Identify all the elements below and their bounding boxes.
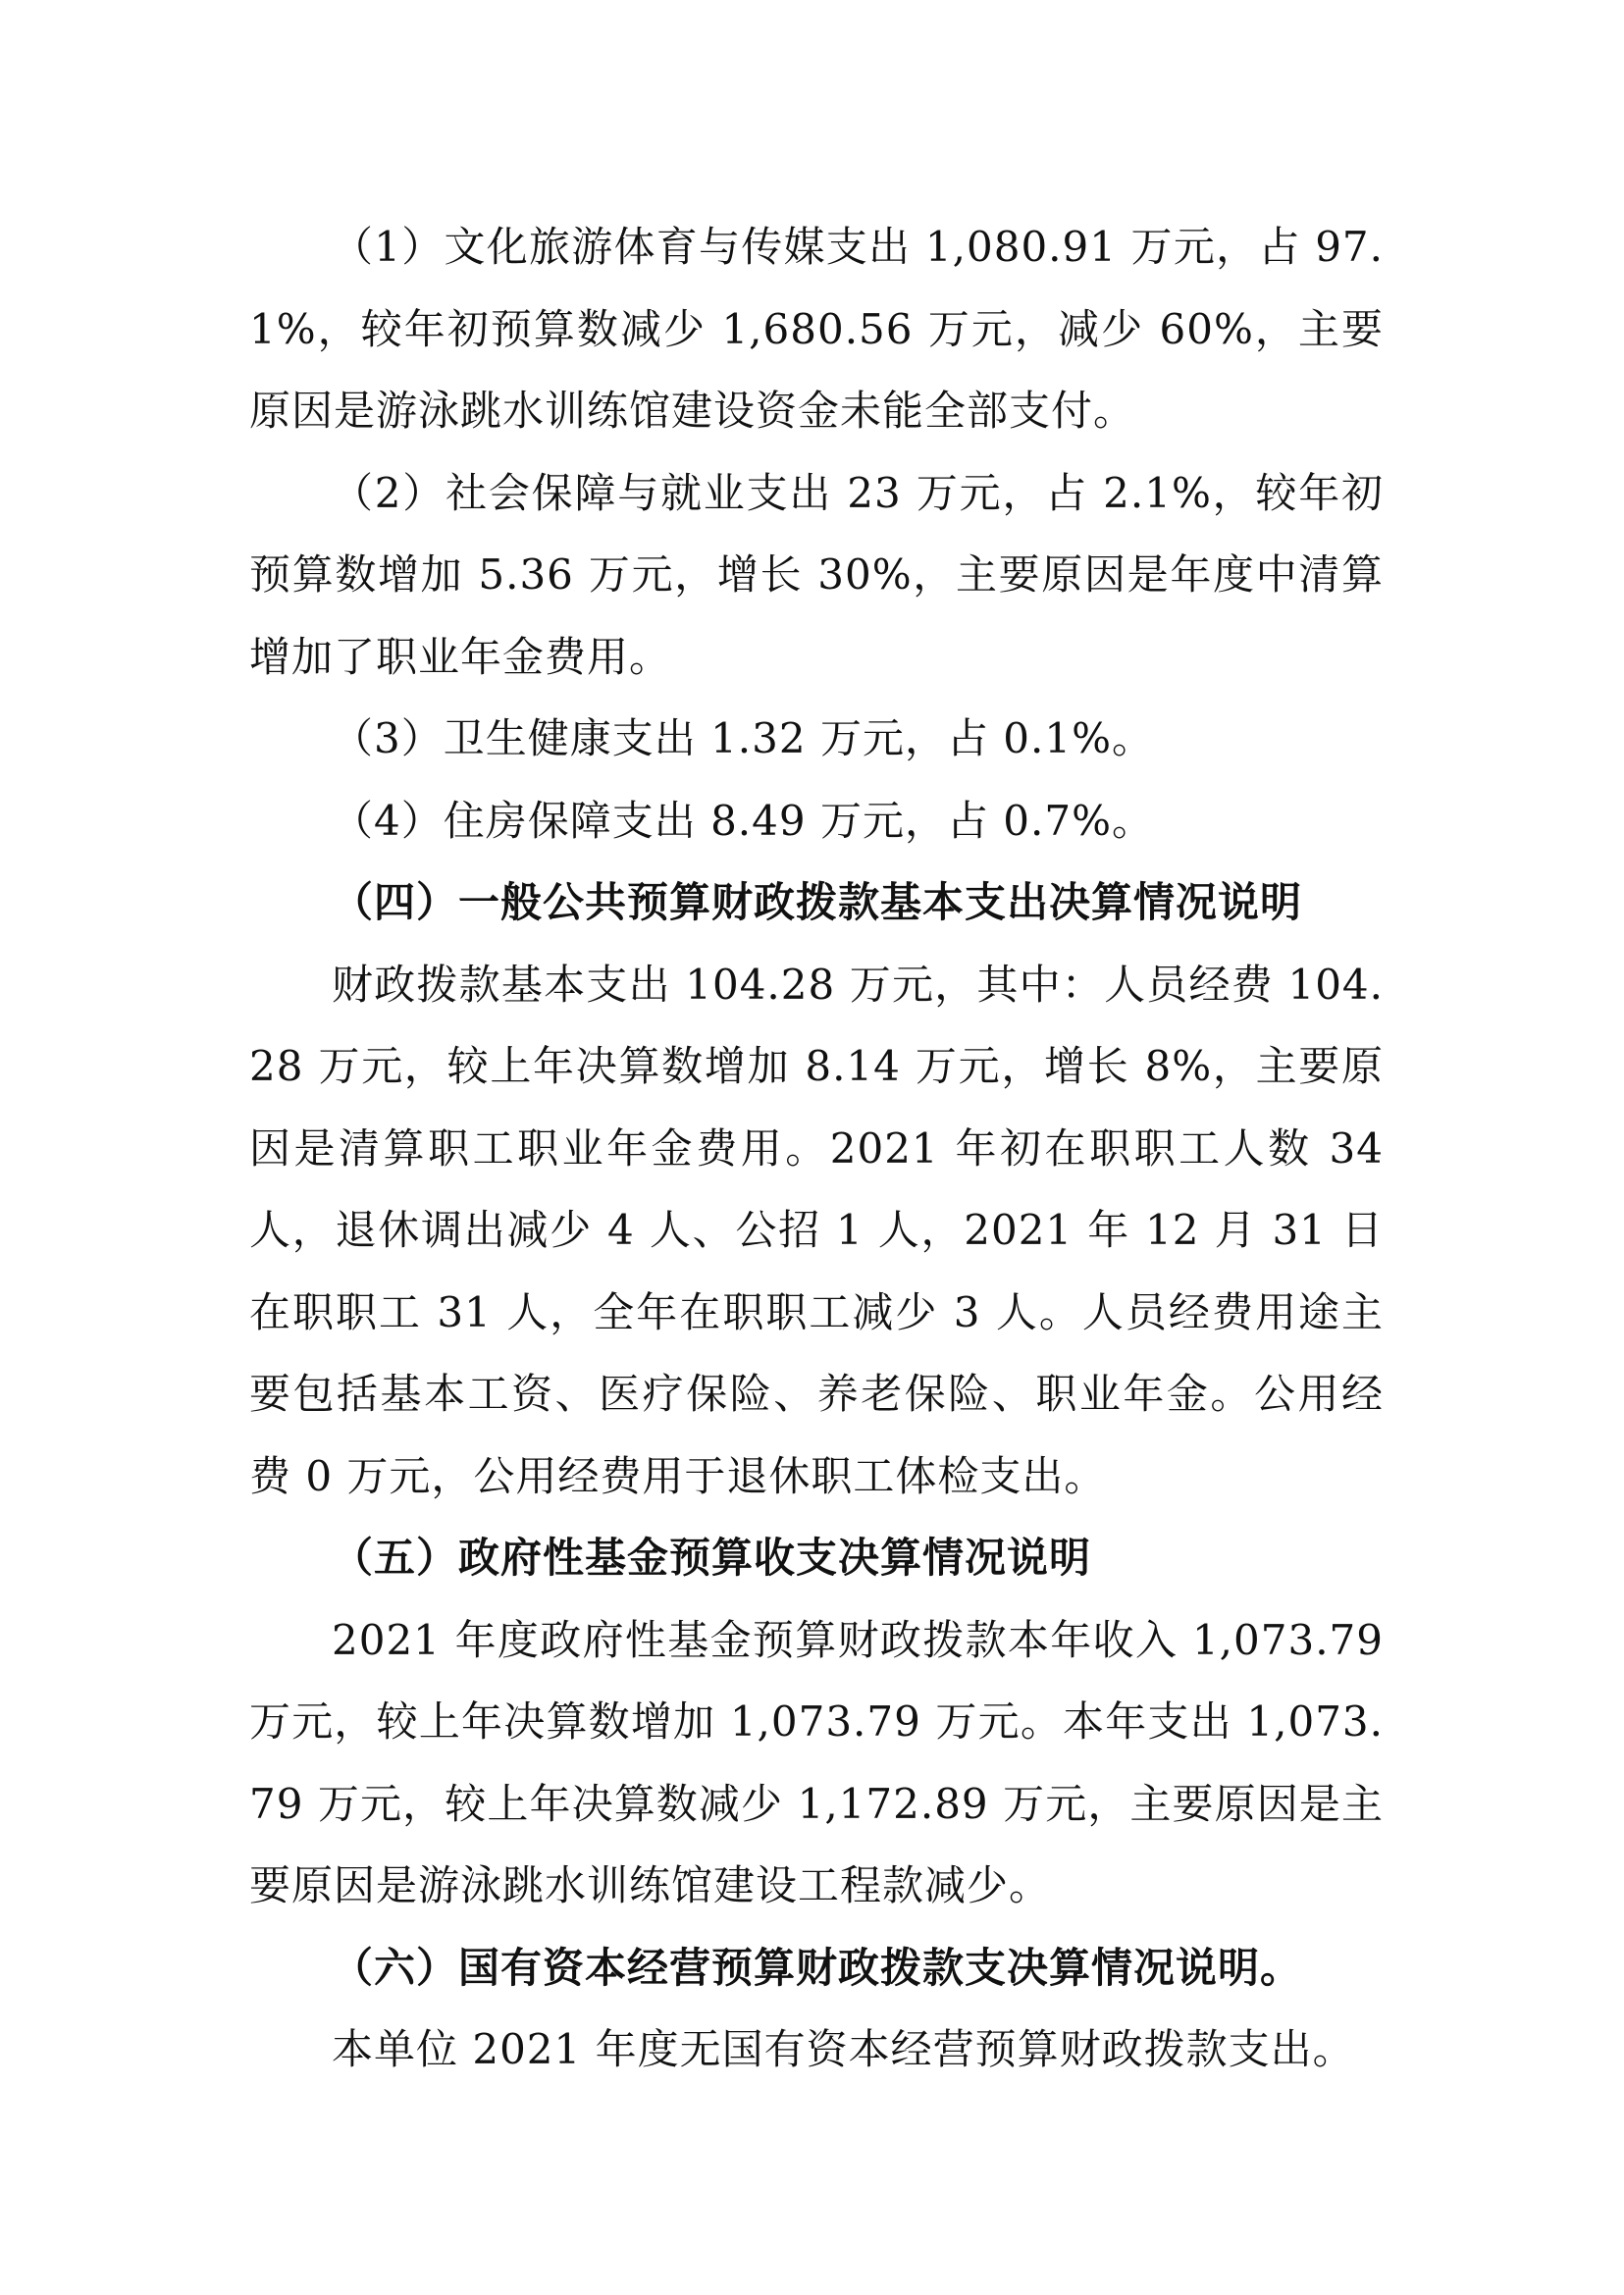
paragraph-health: （3）卫生健康支出 1.32 万元，占 0.1%。	[332, 714, 1154, 762]
paragraph-social-security-employment: （2）社会保障与就业支出 23 万元，占 2.1%，较年初预算数增加 5.36 万元，增长 30%，主要原因是年度中清算增加了职业年金费用。	[249, 468, 1384, 681]
paragraph-housing: （4）住房保障支出 8.49 万元，占 0.7%。	[332, 796, 1154, 845]
section-heading-basic-expenditure: （四）一般公共预算财政拨款基本支出决算情况说明	[332, 878, 1303, 926]
document-page	[249, 206, 1384, 2091]
paragraph-basic-expenditure: 财政拨款基本支出 104.28 万元，其中：人员经费 104.28 万元，较上年决算数增加 8.14 万元，增长 8%，主要原因是清算职工职业年金费用。2021 年初在职职工人数 34 人，退休调出减少 4 人、公招 1 人，2021 年 12 月 31 日在职职工 31 人，全年在职职工减少 3 人。人员经费用途主要包括基本工资、医疗保险、养老保险、职业年金。公用经费 0 万元，公用经费用于退休职工体检支出。	[249, 960, 1384, 1500]
section-heading-state-capital: （六）国有资本经营预算财政拨款支决算情况说明。	[332, 1943, 1303, 1992]
paragraph-culture-tourism-sports-media: （1）文化旅游体育与传媒支出 1,080.91 万元，占 97.1%，较年初预算数减少 1,680.56 万元，减少 60%，主要原因是游泳跳水训练馆建设资金未能全部支付。	[249, 223, 1384, 435]
paragraph-government-fund: 2021 年度政府性基金预算财政拨款本年收入 1,073.79 万元，较上年决算数增加 1,073.79 万元。本年支出 1,073.79 万元，较上年决算数减少 1,172.89 万元，主要原因是主要原因是游泳跳水训练馆建设工程款减少。	[249, 1615, 1384, 1909]
section-heading-government-fund: （五）政府性基金预算收支决算情况说明	[332, 1534, 1092, 1582]
paragraph-state-capital: 本单位 2021 年度无国有资本经营预算财政拨款支出。	[332, 2025, 1355, 2073]
